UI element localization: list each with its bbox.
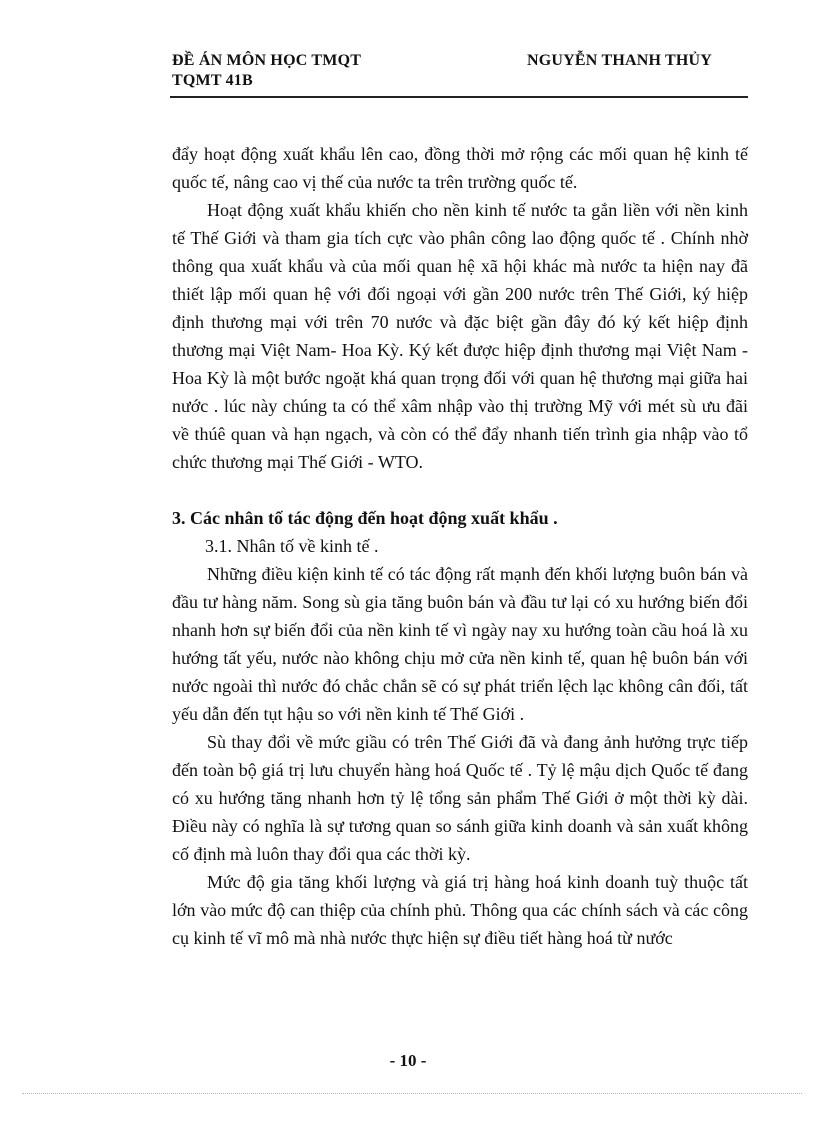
header-author-name: NGUYỄN THANH THỦY	[527, 52, 713, 69]
footer-divider	[22, 1093, 802, 1094]
paragraph-economic-conditions: Những điều kiện kinh tế có tác động rất mạnh đến khối lượng buôn bán và đầu tư hàng năm. Song sù gia tăng buôn bán và đầu tư lại có xu hướng biến đổi nhanh hơn sự biến đổi của nền kinh tế vì ngày nay xu hướng toàn cầu hoá là xu hướng tất yếu, nước nào không chịu mở cửa nền kinh tế, quan hệ buôn bán với nước ngoài thì nước đó chắc chắn sẽ có sự phát triển lệch lạc không cân đối, tất yếu dẫn đến tụt hậu so với nền kinh tế Thế Giới .	[172, 564, 748, 724]
page-number: - 10 -	[389, 1051, 427, 1070]
header-course-title: ĐỀ ÁN MÔN HỌC TMQT	[172, 52, 362, 69]
paragraph-continuation: đẩy hoạt động xuất khẩu lên cao, đồng thời mở rộng các mối quan hệ kinh tế quốc tế, nâng cao vị thế của nước ta trên trường quốc tế.	[172, 144, 748, 192]
header-divider	[170, 96, 748, 98]
subsection-heading: 3.1. Nhân tố về kinh tế .	[205, 536, 379, 556]
paragraph-government-intervention: Mức độ gia tăng khối lượng và giá trị hàng hoá kinh doanh tuỳ thuộc tất lớn vào mức độ can thiệp của chính phủ. Thông qua các chính sách và các công cụ kinh tế vĩ mô mà nhà nước thực hiện sự điều tiết hàng hoá từ nước	[172, 872, 748, 948]
paragraph-export-activity: Hoạt động xuất khẩu khiến cho nền kinh tế nước ta gắn liền với nền kinh tế Thế Giới và tham gia tích cực vào phân công lao động quốc tế . Chính nhờ thông qua xuất khẩu và của mối quan hệ xã hội khác mà nước ta hiện nay đã thiết lập mối quan hệ với đối ngoại với gần 200 nước trên Thế Giới, ký hiệp định thương mại với trên 70 nước và đặc biệt gần đây đó ký kết hiệp định thương mại Việt Nam- Hoa Kỳ. Ký kết được hiệp định thương mại Việt Nam - Hoa Kỳ là một bước ngoặt khá quan trọng đối với quan hệ thương mại giữa hai nước . lúc này chúng ta có thể xâm nhập vào thị trường Mỹ với mét sù ưu đãi về thúê quan và hạn ngạch, và còn có thể đẩy nhanh tiến trình gia nhập vào tổ chức thương mại Thế Giới - WTO.	[172, 200, 748, 472]
document-body	[172, 140, 748, 952]
paragraph-world-wealth: Sù thay đổi về mức giầu có trên Thế Giới đã và đang ảnh hưởng trực tiếp đến toàn bộ giá trị lưu chuyển hàng hoá Quốc tế . Tỷ lệ mậu dịch Quốc tế đang có xu hướng tăng nhanh hơn tỷ lệ tổng sản phẩm Thế Giới ở một thời kỳ dài. Điều này có nghĩa là sự tương quan so sánh giữa kinh doanh và sản xuất không cố định mà luôn thay đổi qua các thời kỳ.	[172, 732, 748, 864]
section-heading: 3. Các nhân tố tác động đến hoạt động xuất khẩu .	[172, 508, 558, 528]
header-class-code: TQMT 41B	[172, 72, 253, 89]
